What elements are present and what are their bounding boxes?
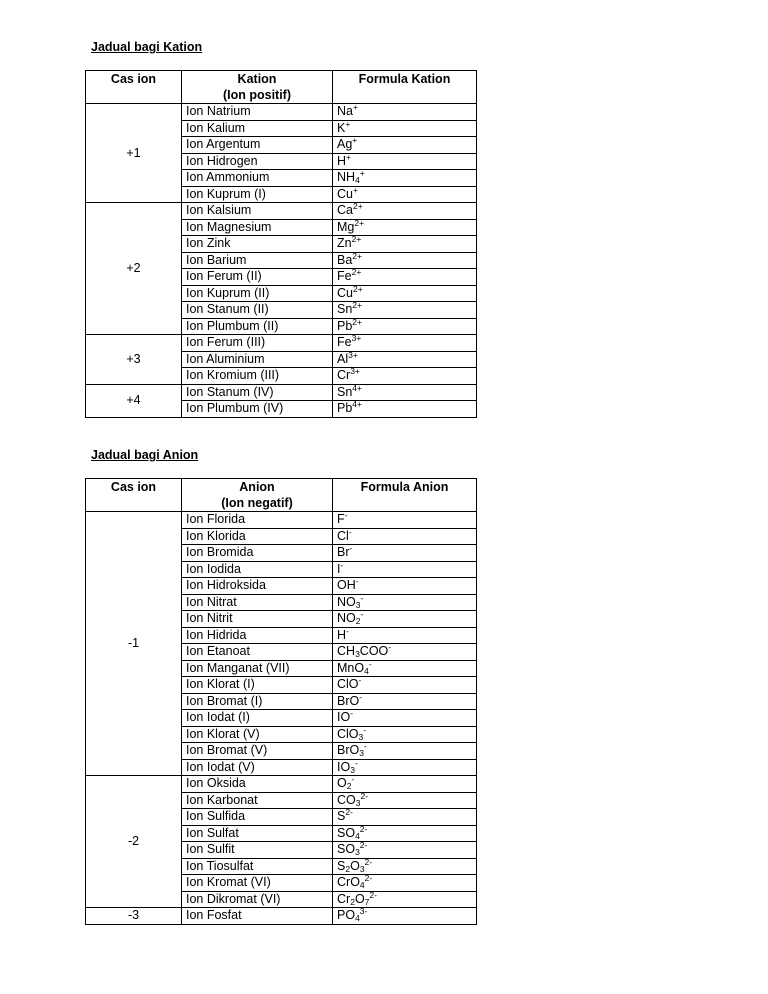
formula-symbol: CH [337,644,356,659]
ion-formula-cell [333,318,477,335]
formula-subscript: 2 [355,616,361,627]
anion-header-row [86,479,477,512]
formula-charge: 2- [364,858,373,867]
ion-name-cell: Ion Zink [182,236,333,253]
formula-charge: - [388,643,392,653]
formula-symbol: Al [337,351,349,366]
formula-subscript: 2 [346,781,352,792]
formula-subscript: 3 [355,847,360,858]
ion-formula-cell [333,578,477,595]
formula-charge: + [346,153,351,162]
ion-name-cell: Ion Nitrit [182,611,333,628]
anion-header-formula: Formula Anion [333,479,477,512]
ion-formula-cell [333,368,477,385]
ion-name-cell: Ion Ferum (III) [182,335,333,352]
ion-name-cell: Ion Florida [182,512,333,529]
ion-formula-cell [333,660,477,677]
ion-formula-cell [333,351,477,368]
formula-symbol: F [337,512,345,527]
ion-formula-cell [333,825,477,842]
ion-name-cell: Ion Stanum (IV) [182,384,333,401]
ion-name-cell: Ion Sulfida [182,809,333,826]
formula-symbol: PO [337,908,356,923]
formula-symbol: Br [337,545,350,560]
ion-formula-cell [333,269,477,286]
ion-name-cell: Ion Manganat (VII) [182,660,333,677]
formula-symbol: Sn [337,302,353,317]
anion-table [85,478,477,925]
formula-symbol: Cu [337,186,353,201]
formula-subscript: 4 [364,665,369,676]
ion-name-cell: Ion Kuprum (I) [182,186,333,203]
formula-charge: + [359,169,365,179]
formula-subscript: 3 [355,649,360,660]
ion-formula-cell [333,236,477,253]
ion-name-cell: Ion Tiosulfat [182,858,333,875]
formula-charge: 2- [369,891,377,900]
ion-name-cell: Ion Hidroksida [182,578,333,595]
ion-name-cell: Ion Klorat (I) [182,677,333,694]
formula-symbol: Pb [337,318,353,333]
kation-table-body [86,104,477,418]
formula-symbol: H [337,627,347,642]
ion-formula-cell [333,401,477,418]
formula-symbol: ClO [337,726,359,741]
formula-subscript: 3 [359,748,364,759]
ion-name-cell: Ion Bromat (I) [182,693,333,710]
formula-subscript: 3 [358,731,364,742]
ion-formula-cell [333,561,477,578]
kation-header-name-line1: Kation [237,72,277,86]
table-row [86,335,477,352]
ion-formula-cell [333,908,477,925]
ion-formula-cell [333,710,477,727]
formula-symbol: O [337,776,347,791]
formula-symbol: Sn [337,384,353,399]
kation-header-name [182,71,333,104]
ion-formula-cell [333,776,477,793]
formula-symbol: SO [337,842,356,857]
formula-charge: - [354,759,358,768]
formula-symbol: H [337,153,347,168]
ion-formula-cell [333,335,477,352]
formula-charge: - [358,676,362,686]
charge-cell: +2 [86,203,182,335]
formula-charge: 2+ [352,301,362,311]
formula-charge: 2- [360,792,369,801]
formula-charge: - [363,742,367,752]
ion-formula-cell [333,186,477,203]
ion-name-cell: Ion Kromium (III) [182,368,333,385]
ion-name-cell: Ion Hidrida [182,627,333,644]
charge-cell: +4 [86,384,182,417]
ion-formula-cell [333,545,477,562]
table-row [86,203,477,220]
ion-formula-cell [333,743,477,760]
ion-formula-cell [333,104,477,121]
kation-header-formula: Formula Kation [333,71,477,104]
ion-name-cell: Ion Bromida [182,545,333,562]
ion-formula-cell [333,759,477,776]
ion-name-cell: Ion Magnesium [182,219,333,236]
formula-charge: - [344,511,348,521]
formula-symbol: OH [337,578,356,593]
ion-name-cell: Ion Bromat (V) [182,743,333,760]
formula-charge: - [340,561,344,570]
formula-symbol: IO [337,759,351,774]
anion-header-name [182,479,333,512]
formula-charge: - [349,544,353,554]
ion-name-cell: Ion Dikromat (VI) [182,891,333,908]
formula-charge: - [359,693,363,702]
formula-subscript: 4 [355,913,360,924]
ion-name-cell: Ion Plumbum (II) [182,318,333,335]
ion-formula-cell [333,693,477,710]
ion-name-cell: Ion Natrium [182,104,333,121]
formula-subscript: 3 [355,599,361,610]
formula-symbol: Cr [337,891,351,906]
ion-formula-cell [333,285,477,302]
formula-symbol: MnO [337,660,365,675]
ion-name-cell: Ion Kuprum (II) [182,285,333,302]
ion-formula-cell [333,809,477,826]
formula-symbol: COO [359,644,389,659]
ion-name-cell: Ion Sulfat [182,825,333,842]
formula-symbol: O [350,858,360,873]
formula-symbol: Cu [337,285,353,300]
formula-charge: 2- [364,874,373,884]
ion-name-cell: Ion Iodida [182,561,333,578]
ion-formula-cell [333,137,477,154]
formula-symbol: CO [337,792,356,807]
formula-symbol: BrO [337,743,360,758]
charge-cell: -2 [86,776,182,908]
formula-charge: 2+ [351,268,362,278]
table-row [86,512,477,529]
kation-table [85,70,477,418]
ion-name-cell: Ion Sulfit [182,842,333,859]
ion-name-cell: Ion Iodat (I) [182,710,333,727]
formula-charge: 2+ [352,318,362,327]
formula-symbol: S [337,858,346,873]
anion-table-title: Jadual bagi Anion [91,448,199,462]
formula-symbol: Pb [337,401,353,416]
formula-symbol: S [337,809,346,824]
ion-name-cell: Ion Oksida [182,776,333,793]
anion-header-name-line1: Anion [239,480,275,494]
ion-name-cell: Ion Barium [182,252,333,269]
formula-symbol: IO [337,710,351,725]
formula-charge: + [352,103,358,113]
formula-symbol: Cl [337,528,349,543]
formula-subscript: 2 [345,863,351,874]
formula-charge: 3+ [351,334,362,344]
ion-name-cell: Ion Karbonat [182,792,333,809]
kation-header-row [86,71,477,104]
formula-symbol: NH [337,170,356,185]
formula-symbol: Fe [337,335,352,350]
formula-symbol: Zn [337,236,352,251]
formula-symbol: Na [337,104,353,119]
anion-table-body [86,512,477,925]
formula-symbol: O [354,891,365,906]
ion-name-cell: Ion Ferum (II) [182,269,333,286]
kation-header-charge: Cas ion [86,71,182,104]
formula-charge: 2+ [352,252,362,261]
ion-name-cell: Ion Fosfat [182,908,333,925]
ion-formula-cell [333,512,477,529]
formula-charge: - [355,577,359,587]
formula-charge: 2- [359,841,368,851]
ion-name-cell: Ion Etanoat [182,644,333,661]
formula-subscript: 3 [359,863,365,874]
ion-formula-cell [333,170,477,187]
ion-name-cell: Ion Klorida [182,528,333,545]
formula-charge: + [352,186,358,195]
anion-header-name-line2: (Ion negatif) [221,496,293,510]
ion-formula-cell [333,384,477,401]
table-row [86,908,477,925]
ion-formula-cell [333,627,477,644]
formula-charge: 4+ [352,384,362,393]
ion-name-cell: Ion Hidrogen [182,153,333,170]
formula-subscript: 4 [355,175,360,186]
table-row [86,776,477,793]
formula-charge: - [360,610,364,620]
formula-charge: 2- [345,808,353,818]
formula-symbol: CrO [337,875,360,890]
ion-formula-cell [333,842,477,859]
ion-name-cell: Ion Iodat (V) [182,759,333,776]
formula-symbol: K [337,120,346,135]
formula-charge: 2- [359,825,368,834]
ion-formula-cell [333,875,477,892]
ion-name-cell: Ion Ammonium [182,170,333,187]
formula-charge: 4+ [352,400,362,410]
ion-formula-cell [333,611,477,628]
ion-name-cell: Ion Stanum (II) [182,302,333,319]
formula-symbol: Ca [337,203,353,218]
ion-name-cell: Ion Kromat (VI) [182,875,333,892]
formula-symbol: BrO [337,693,360,708]
charge-cell: +1 [86,104,182,203]
kation-table-title: Jadual bagi Kation [91,40,203,54]
ion-name-cell: Ion Nitrat [182,594,333,611]
ion-name-cell: Ion Aluminium [182,351,333,368]
formula-charge: + [352,136,358,146]
formula-symbol: NO [337,594,356,609]
formula-charge: 2+ [354,219,365,228]
ion-name-cell: Ion Argentum [182,137,333,154]
ion-name-cell: Ion Kalium [182,120,333,137]
formula-symbol: Ag [337,137,353,152]
ion-formula-cell [333,120,477,137]
formula-charge: - [351,775,355,785]
ion-formula-cell [333,726,477,743]
ion-formula-cell [333,792,477,809]
formula-subscript: 2 [350,896,355,907]
formula-charge: - [348,528,352,537]
formula-subscript: 3 [350,764,355,775]
ion-formula-cell [333,302,477,319]
ion-formula-cell [333,528,477,545]
formula-subscript: 3 [355,797,361,808]
anion-header-charge: Cas ion [86,479,182,512]
table-row [86,104,477,121]
charge-cell: +3 [86,335,182,385]
formula-symbol: SO [337,825,356,840]
formula-charge: 3+ [348,351,358,360]
formula-symbol: Fe [337,269,352,284]
formula-subscript: 4 [359,880,365,891]
formula-charge: 2+ [351,235,362,245]
formula-charge: - [346,627,349,636]
table-row [86,384,477,401]
kation-header-name-line2: (Ion positif) [222,88,292,102]
ion-formula-cell [333,644,477,661]
ion-formula-cell [333,153,477,170]
ion-formula-cell [333,891,477,908]
formula-symbol: Mg [337,219,355,234]
formula-charge: - [360,594,364,603]
formula-charge: - [350,709,354,719]
formula-charge: + [345,120,351,129]
formula-symbol: I [337,561,341,576]
ion-formula-cell [333,203,477,220]
ion-formula-cell [333,252,477,269]
formula-charge: 2+ [352,285,363,294]
ion-formula-cell [333,219,477,236]
charge-cell: -3 [86,908,182,925]
formula-symbol: ClO [337,677,359,692]
formula-symbol: Ba [337,252,353,267]
formula-charge: 2+ [352,202,363,212]
formula-subscript: 4 [355,830,360,841]
ion-formula-cell [333,858,477,875]
ion-formula-cell [333,594,477,611]
formula-subscript: 7 [364,896,370,907]
ion-name-cell: Ion Kalsium [182,203,333,220]
formula-symbol: NO [337,611,356,626]
formula-symbol: Cr [337,368,351,383]
formula-charge: - [368,660,372,669]
ion-formula-cell [333,677,477,694]
formula-charge: 3+ [350,367,360,377]
charge-cell: -1 [86,512,182,776]
ion-name-cell: Ion Klorat (V) [182,726,333,743]
ion-name-cell: Ion Plumbum (IV) [182,401,333,418]
formula-charge: 3- [359,907,368,917]
formula-charge: - [363,726,367,735]
